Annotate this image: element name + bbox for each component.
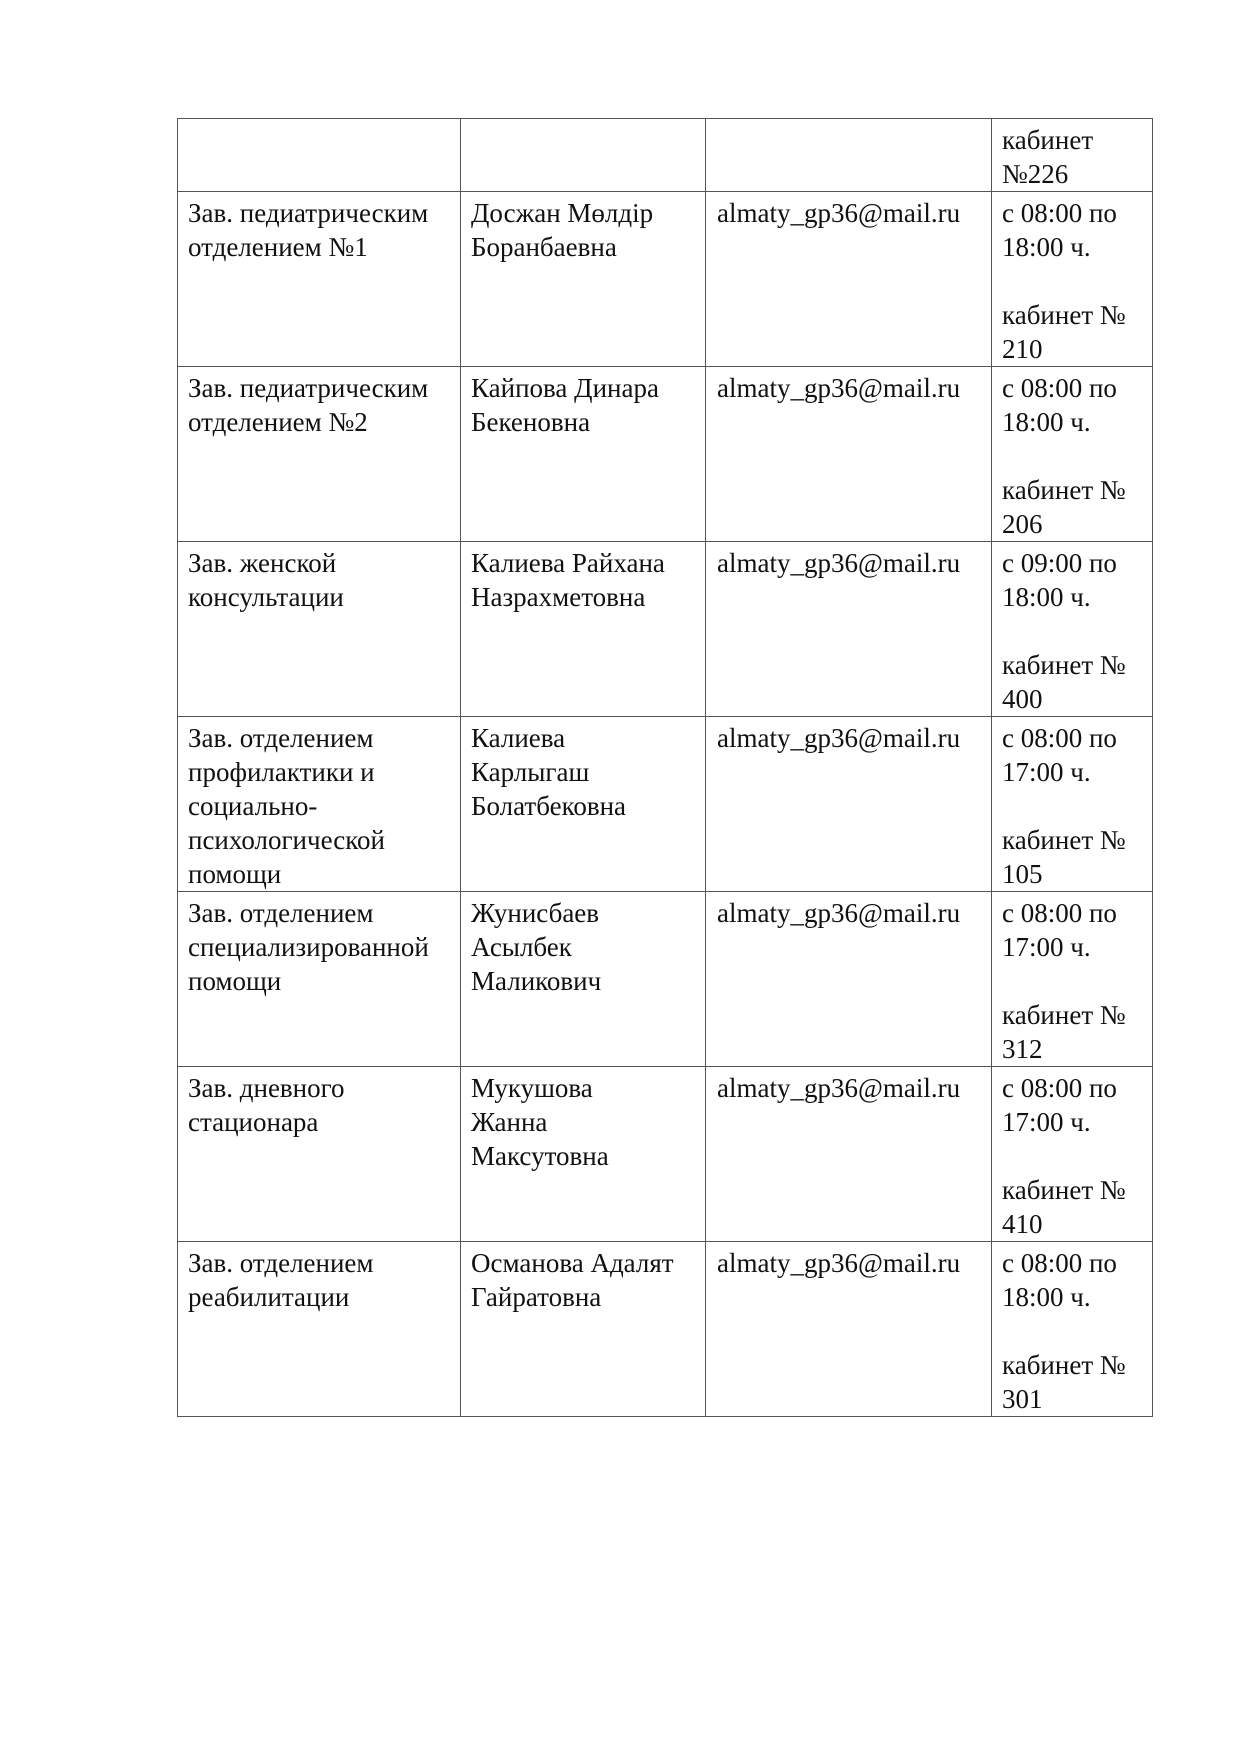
room-line: кабинет № [1002,475,1126,505]
name-cell-line: Асылбек [471,932,572,962]
table-row [178,367,1153,542]
hours-cell-line: с 08:00 по [1002,1248,1117,1278]
position-cell-line: профилактики и [188,757,375,787]
name-cell-line: Максутовна [471,1141,609,1171]
name-cell-line: Назрахметовна [471,582,646,612]
name-cell-line: Досжан Мөлдір [471,198,654,228]
hours-cell-line: 18:00 ч. [1002,407,1091,437]
spacer [1002,264,1146,298]
hours-cell [992,1067,1153,1242]
room-label: кабинет [1002,125,1094,155]
room-line: 206 [1002,509,1043,539]
spacer [1002,1139,1146,1173]
hours-cell [992,1242,1153,1417]
position-cell [178,1067,461,1242]
name-cell-line: Гайратовна [471,1282,602,1312]
hours-cell [992,192,1153,367]
name-cell-line: Османова Адалят [471,1248,674,1278]
room-line: кабинет № [1002,650,1126,680]
position-cell-line: помощи [188,859,282,889]
room-number: №226 [1002,159,1069,189]
hours-cell-line: 17:00 ч. [1002,932,1091,962]
table-row [178,192,1153,367]
position-cell [178,892,461,1067]
name-cell-line: Бекеновна [471,407,591,437]
name-cell [461,119,706,192]
room-line: 410 [1002,1209,1043,1239]
hours-cell-line: с 08:00 по [1002,723,1117,753]
room-line: кабинет № [1002,825,1126,855]
table-row [178,1242,1153,1417]
hours-cell [992,892,1153,1067]
table-row [178,892,1153,1067]
position-cell-line: Зав. педиатрическим [188,198,429,228]
email-cell: almaty_gp36@mail.ru [706,1242,992,1417]
position-cell-line: консультации [188,582,344,612]
room-line: 312 [1002,1034,1043,1064]
hours-cell-line: с 08:00 по [1002,373,1117,403]
room-line: кабинет № [1002,1175,1126,1205]
spacer [1002,789,1146,823]
hours-cell-line: 17:00 ч. [1002,1107,1091,1137]
room-line: 105 [1002,859,1043,889]
hours-cell-line: 18:00 ч. [1002,232,1091,262]
position-cell-line: Зав. отделением [188,898,374,928]
name-cell-line: Кайпова Динара [471,373,659,403]
spacer [1002,1314,1146,1348]
room-line: 400 [1002,684,1043,714]
position-cell-line: Зав. педиатрическим [188,373,429,403]
email-cell: almaty_gp36@mail.ru [706,717,992,892]
position-cell-line: Зав. женской [188,548,337,578]
spacer [1002,439,1146,473]
table-row [178,1067,1153,1242]
name-cell [461,542,706,717]
name-cell [461,717,706,892]
room-line: 210 [1002,334,1043,364]
room-line: 301 [1002,1384,1043,1414]
hours-cell-line: 18:00 ч. [1002,1282,1091,1312]
hours-cell [992,367,1153,542]
position-cell-line: Зав. дневного [188,1073,345,1103]
position-cell-line: помощи [188,966,282,996]
name-cell-line: Калиева [471,723,566,753]
name-cell-line: Карлыгаш [471,757,590,787]
room-line: кабинет № [1002,1000,1126,1030]
table-row [178,717,1153,892]
position-cell-line: реабилитации [188,1282,350,1312]
hours-cell-line: с 08:00 по [1002,198,1117,228]
spacer [1002,614,1146,648]
name-cell [461,1242,706,1417]
hours-cell [992,717,1153,892]
position-cell-line: Зав. отделением [188,1248,374,1278]
name-cell-line: Маликович [471,966,602,996]
hours-cell-line: 17:00 ч. [1002,757,1091,787]
position-cell [178,119,461,192]
email-cell: almaty_gp36@mail.ru [706,542,992,717]
position-cell [178,717,461,892]
position-cell-line: отделением №2 [188,407,368,437]
hours-cell [992,119,1153,192]
position-cell [178,192,461,367]
position-cell-line: отделением №1 [188,232,368,262]
position-cell-line: социально- [188,791,318,821]
name-cell [461,1067,706,1242]
position-cell-line: стационара [188,1107,319,1137]
position-cell [178,542,461,717]
room-line: кабинет № [1002,1350,1126,1380]
email-cell: almaty_gp36@mail.ru [706,892,992,1067]
name-cell-line: Боранбаевна [471,232,617,262]
name-cell-line: Жанна [471,1107,548,1137]
email-cell [706,119,992,192]
name-cell-line: Болатбековна [471,791,626,821]
staff-contacts-table [177,118,1153,1417]
position-cell-line: Зав. отделением [188,723,374,753]
spacer [1002,964,1146,998]
position-cell [178,367,461,542]
email-cell: almaty_gp36@mail.ru [706,367,992,542]
position-cell-line: психологической [188,825,385,855]
table-row [178,542,1153,717]
name-cell-line: Калиева Райхана [471,548,665,578]
email-cell: almaty_gp36@mail.ru [706,1067,992,1242]
hours-cell-line: с 09:00 по [1002,548,1117,578]
hours-cell-line: с 08:00 по [1002,898,1117,928]
position-cell-line: специализированной [188,932,429,962]
name-cell [461,892,706,1067]
name-cell [461,367,706,542]
table-row-continuation [178,119,1153,192]
hours-cell [992,542,1153,717]
email-cell: almaty_gp36@mail.ru [706,192,992,367]
room-line: кабинет № [1002,300,1126,330]
position-cell [178,1242,461,1417]
name-cell-line: Жунисбаев [471,898,600,928]
hours-cell-line: с 08:00 по [1002,1073,1117,1103]
name-cell-line: Мукушова [471,1073,593,1103]
table-body [178,119,1153,1417]
name-cell [461,192,706,367]
hours-cell-line: 18:00 ч. [1002,582,1091,612]
